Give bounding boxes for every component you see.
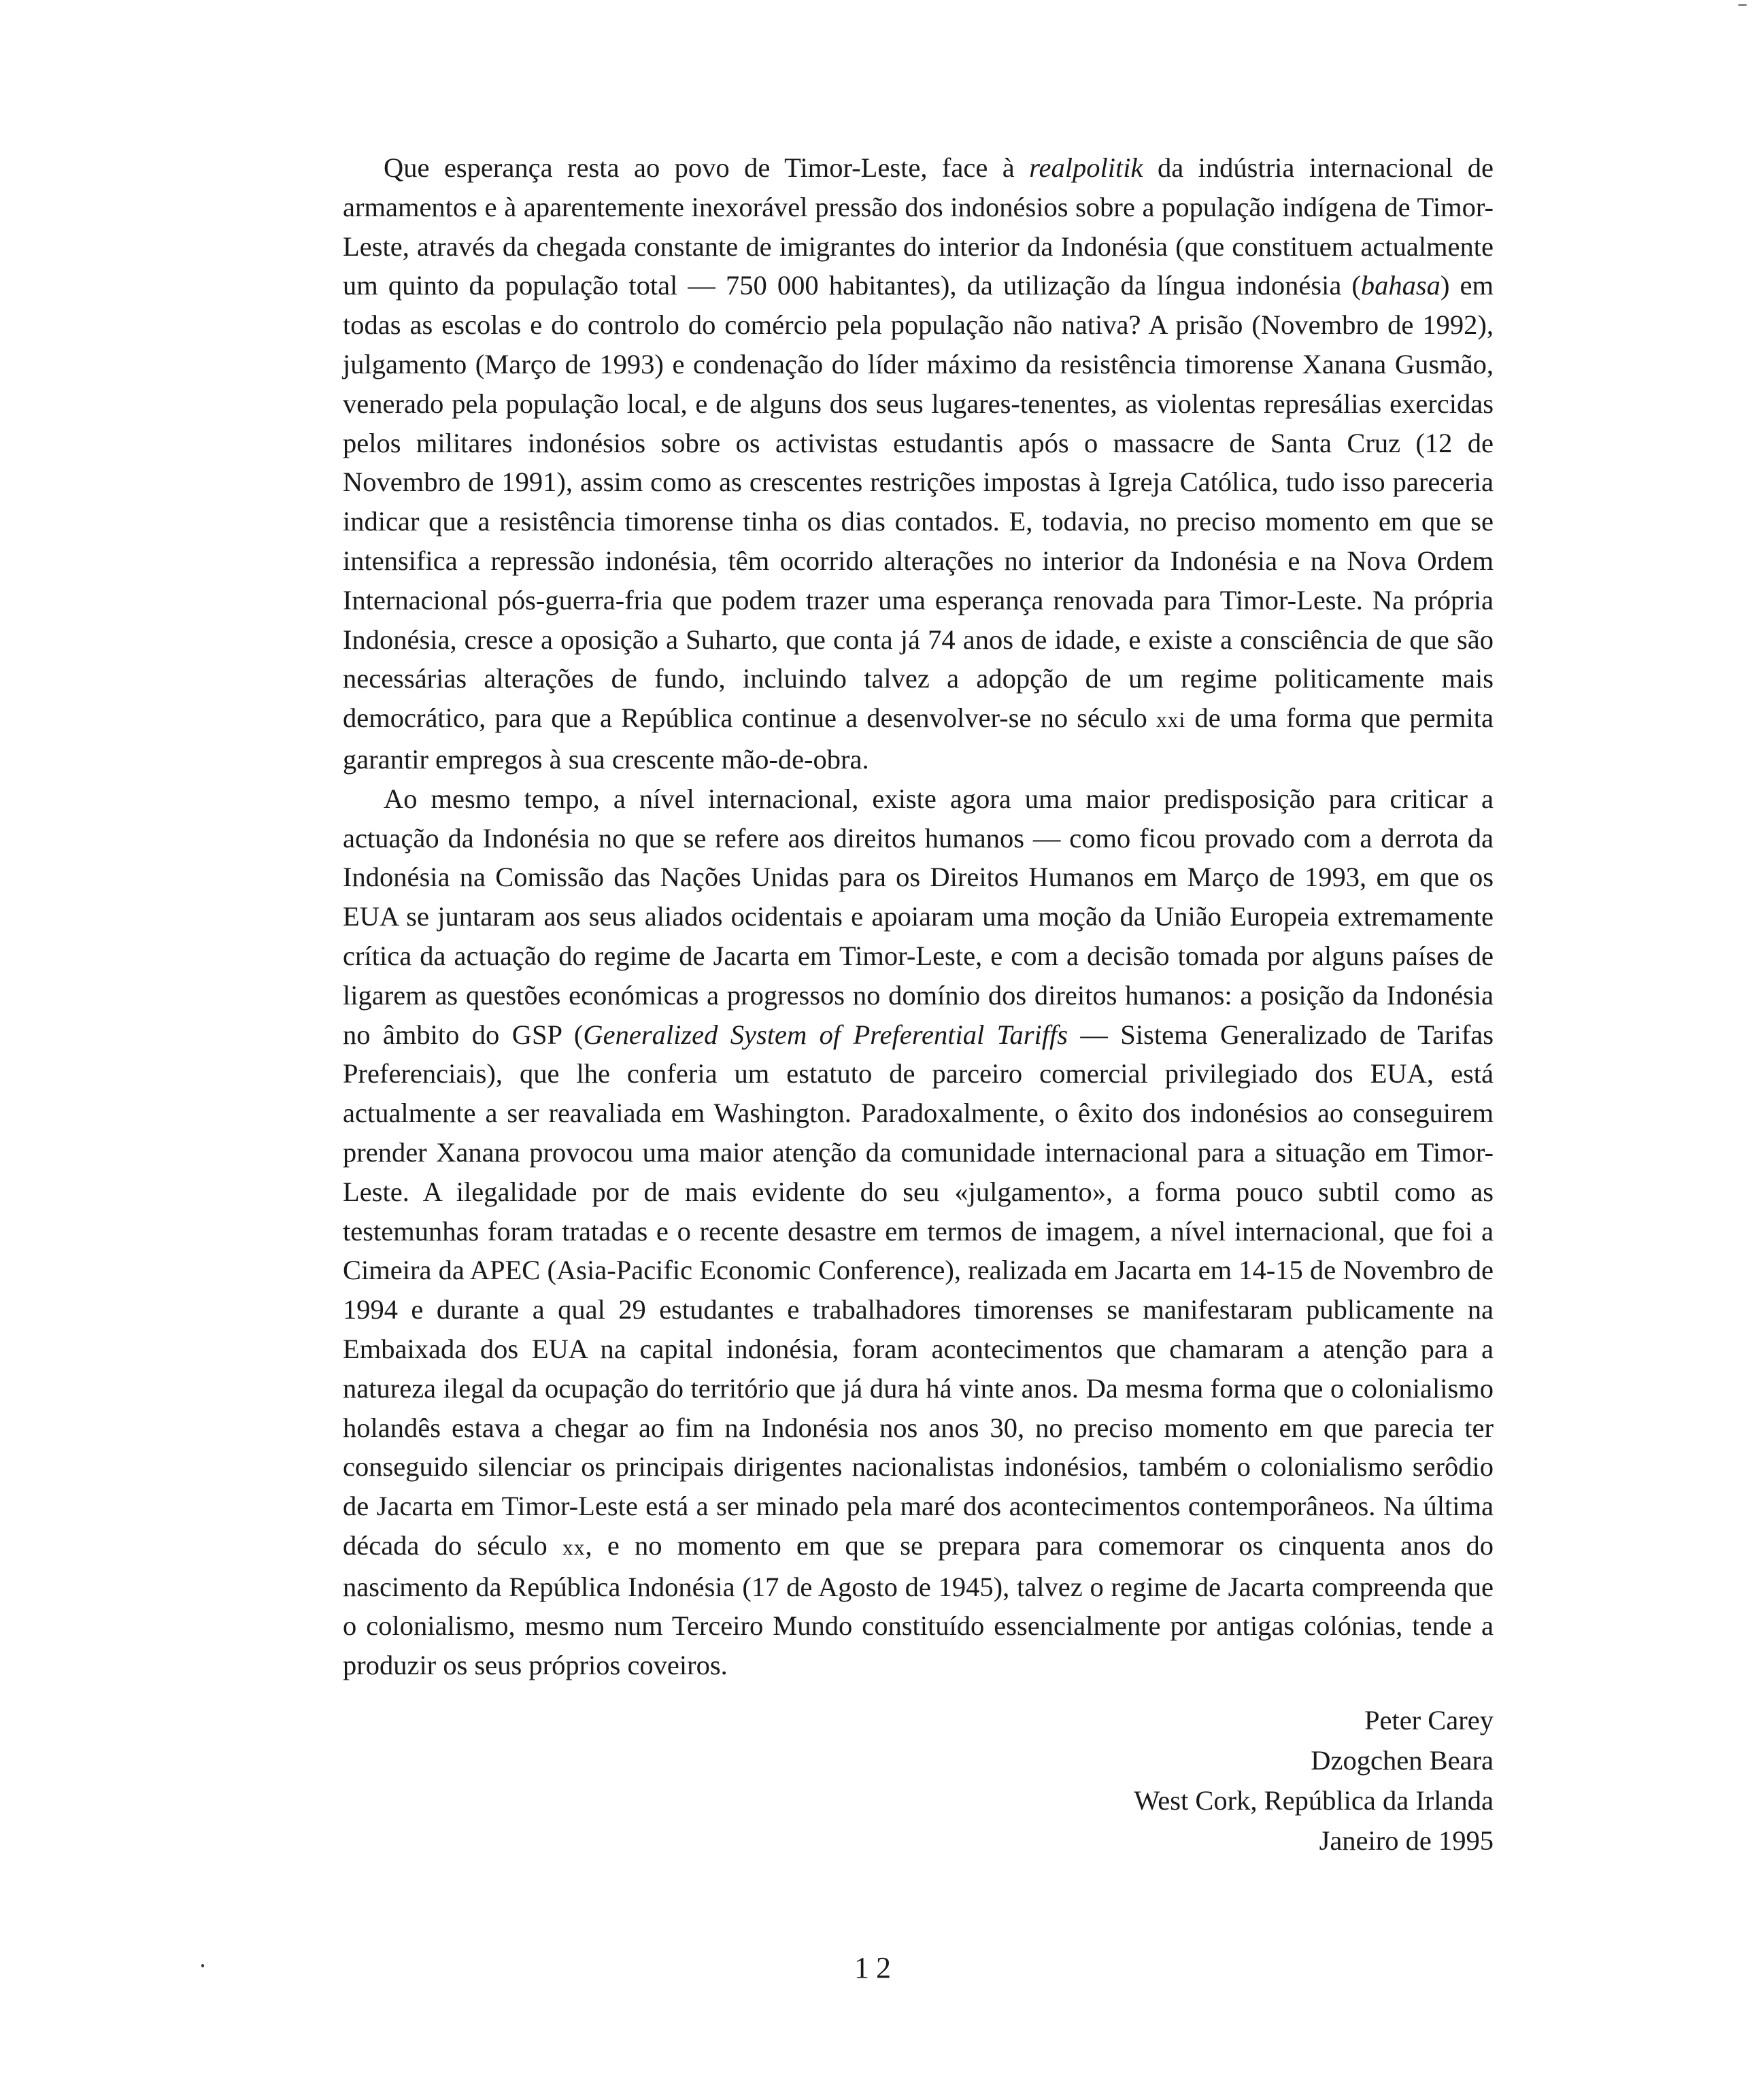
text-run: ) em todas as escolas e do controlo do comércio pela população não nativa? A prisão (Novembro de 1992), julgamento (Março de 1993) e condenação do líder máximo da resistência timorense Xanana Gusmão, venerado pela população local, e de alguns dos seus lugares-tenentes, as violentas represálias exercidas pelos militares indonésios sobre os activistas estudantis após o massacre de Santa Cruz (12 de Novembro de 1991), assim como as crescentes restrições impostas à Igreja Católica, tudo isso pareceria indicar que a resistência timorense tinha os dias contados. E, todavia, no preciso momento em que se intensifica a repressão indonésia, têm ocorrido alterações no interior da Indonésia e na Nova Ordem Internacional pós-guerra-fria que podem trazer uma esperança renovada para Timor-Leste. Na própria Indonésia, cresce a oposição a Suharto, que conta já 74 anos de idade, e existe a consciência de que são necessárias alterações de fundo, incluindo talvez a adopção de um regime politicamente mais democrático, para que a República continue a desenvolver-se no século bbox=[343, 270, 1494, 734]
author-place: Dzogchen Beara bbox=[1311, 1745, 1494, 1776]
author-name: Peter Carey bbox=[1364, 1705, 1494, 1735]
author-region: West Cork, República da Irlanda bbox=[1134, 1785, 1494, 1816]
paragraph-1 bbox=[343, 148, 1494, 779]
text-run: , e no momento em que se prepara para comemorar os cinquenta anos do nascimento da República Indonésia (17 de Agosto de 1945), talvez o regime de Jacarta compreenda que o colonialismo, mesmo num Terceiro Mundo constituído essencialmente por antigas colónias, tende a produzir os seus próprios coveiros. bbox=[343, 1529, 1494, 1681]
italic-term: Generalized System of Preferential Tariffs bbox=[583, 1019, 1068, 1050]
signature-block bbox=[1134, 1700, 1494, 1861]
text-run: de uma forma que permita garantir empregos à sua crescente mão-de-obra. bbox=[343, 702, 1494, 775]
text-run: Que esperança resta ao povo de Timor-Leste, face à bbox=[384, 152, 1030, 183]
century-numeral: xxi bbox=[1156, 708, 1186, 732]
italic-term: realpolitik bbox=[1029, 152, 1143, 183]
signature-date: Janeiro de 1995 bbox=[1319, 1825, 1494, 1856]
scan-speck bbox=[201, 1964, 204, 1967]
page-number: 12 bbox=[854, 1951, 898, 1984]
text-run: da indústria internacional de armamentos e à aparentemente inexorável pressão dos indonésios sobre a população indígena de Timor-Leste, através da chegada constante de imigrantes do interior da Indonésia (que constituem actualmente um quinto da população total — 750 000 habitantes), da utilização da língua indonésia ( bbox=[343, 152, 1494, 301]
text-run: — Sistema Generalizado de Tarifas Preferenciais), que lhe conferia um estatuto de parceiro comercial privilegiado dos EUA, está actualmente a ser reavaliada em Washington. Paradoxalmente, o êxito dos indonésios ao conseguirem prender Xanana provocou uma maior atenção da comunidade internacional para a situação em Timor-Leste. A ilegalidade por de mais evidente do seu «julgamento», a forma pouco subtil como as testemunhas foram tratadas e o recente desastre em termos de imagem, a nível internacional, que foi a Cimeira da APEC (Asia-Pacific Economic Conference), realizada em Jacarta em 14-15 de Novembro de 1994 e durante a qual 29 estudantes e trabalhadores timorenses se manifestaram publicamente na Embaixada dos EUA na capital indonésia, foram acontecimentos que chamaram a atenção para a natureza ilegal da ocupação do território que já dura há vinte anos. Da mesma forma que o colonialismo holandês estava a chegar ao fim na Indonésia nos anos 30, no preciso momento em que parecia ter conseguido silenciar os principais dirigentes nacionalistas indonésios, também o colonialismo serôdio de Jacarta em Timor-Leste está a ser minado pela maré dos acontecimentos contemporâneos. Na última década do século bbox=[343, 1019, 1494, 1561]
scan-corner-mark bbox=[1738, 4, 1747, 6]
paragraph-2 bbox=[343, 779, 1494, 1685]
italic-term: bahasa bbox=[1360, 270, 1441, 301]
text-run: Ao mesmo tempo, a nível internacional, existe agora uma maior predisposição para criticar a actuação da Indonésia no que se refere aos direitos humanos — como ficou provado com a derrota da Indonésia na Comissão das Nações Unidas para os Direitos Humanos em Março de 1993, em que os EUA se juntaram aos seus aliados ocidentais e apoiaram uma moção da União Europeia extremamente crítica da actuação do regime de Jacarta em Timor-Leste, e com a decisão tomada por alguns países de ligarem as questões económicas a progressos no domínio dos direitos humanos: a posição da Indonésia no âmbito do GSP ( bbox=[343, 783, 1494, 1050]
body-text bbox=[343, 148, 1494, 1685]
century-numeral: xx bbox=[562, 1535, 586, 1559]
